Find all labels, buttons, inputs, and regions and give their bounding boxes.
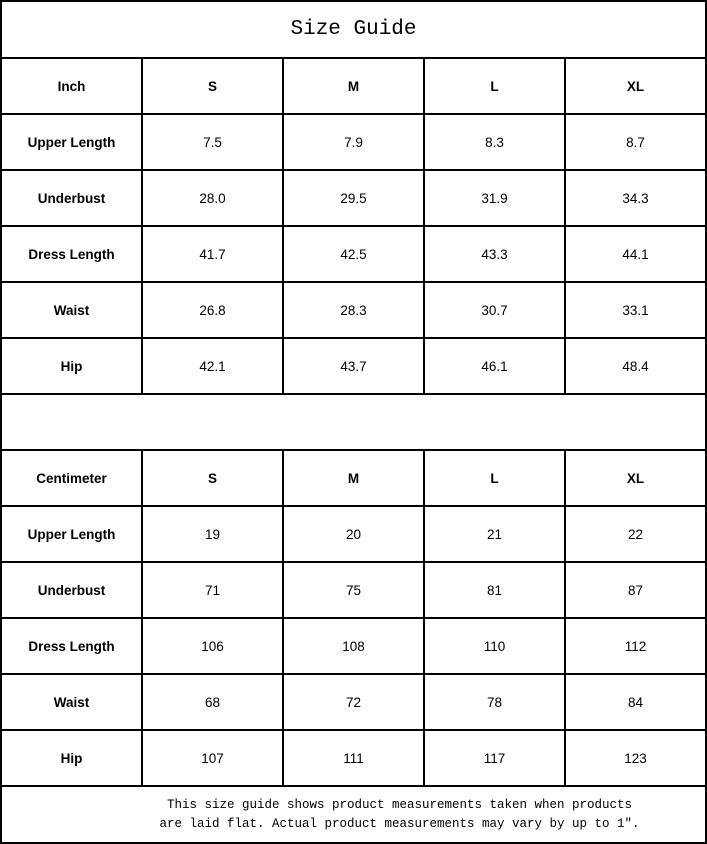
title-row [1,1,706,58]
value-cell: 28.3 [283,282,424,338]
table-row [1,282,706,338]
page-title: Size Guide [1,1,706,58]
value-cell: 78 [424,674,565,730]
table-row [1,562,706,618]
value-cell: 43.3 [424,226,565,282]
footnote-row [1,786,706,843]
value-cell: 112 [565,618,706,674]
inch-size-header-m: M [283,58,424,114]
value-cell: 75 [283,562,424,618]
value-cell: 21 [424,506,565,562]
centimeter-size-header-m: M [283,450,424,506]
value-cell: 19 [142,506,283,562]
row-label-upper-length: Upper Length [1,114,142,170]
row-label-dress-length: Dress Length [1,226,142,282]
inch-size-header-l: L [424,58,565,114]
value-cell: 111 [283,730,424,786]
value-cell: 31.9 [424,170,565,226]
footnote-line: are laid flat. Actual product measurements may vary by up to 1″. [159,816,640,831]
centimeter-header-row [1,450,706,506]
value-cell: 108 [283,618,424,674]
table-row [1,170,706,226]
row-label-upper-length: Upper Length [1,506,142,562]
value-cell: 22 [565,506,706,562]
value-cell: 44.1 [565,226,706,282]
inch-size-header-s: S [142,58,283,114]
table-row [1,618,706,674]
value-cell: 87 [565,562,706,618]
value-cell: 110 [424,618,565,674]
table-row [1,226,706,282]
value-cell: 7.9 [283,114,424,170]
value-cell: 106 [142,618,283,674]
value-cell: 8.3 [424,114,565,170]
value-cell: 41.7 [142,226,283,282]
value-cell: 48.4 [565,338,706,394]
table-row [1,674,706,730]
value-cell: 81 [424,562,565,618]
footnote-cell [1,786,706,843]
inch-size-header-xl: XL [565,58,706,114]
value-cell: 8.7 [565,114,706,170]
value-cell: 28.0 [142,170,283,226]
spacer-row [1,394,706,450]
value-cell: 29.5 [283,170,424,226]
value-cell: 20 [283,506,424,562]
row-label-dress-length: Dress Length [1,618,142,674]
value-cell: 34.3 [565,170,706,226]
value-cell: 68 [142,674,283,730]
value-cell: 30.7 [424,282,565,338]
value-cell: 33.1 [565,282,706,338]
value-cell: 107 [142,730,283,786]
table-row [1,730,706,786]
centimeter-size-header-s: S [142,450,283,506]
value-cell: 42.1 [142,338,283,394]
centimeter-size-header-xl: XL [565,450,706,506]
table-row [1,338,706,394]
centimeter-unit-header: Centimeter [1,450,142,506]
value-cell: 43.7 [283,338,424,394]
table-row [1,506,706,562]
row-label-waist: Waist [1,674,142,730]
inch-header-row [1,58,706,114]
inch-unit-header: Inch [1,58,142,114]
row-label-underbust: Underbust [1,170,142,226]
value-cell: 84 [565,674,706,730]
table-row [1,114,706,170]
value-cell: 71 [142,562,283,618]
value-cell: 117 [424,730,565,786]
centimeter-size-header-l: L [424,450,565,506]
spacer-cell [1,394,706,450]
value-cell: 26.8 [142,282,283,338]
value-cell: 42.5 [283,226,424,282]
value-cell: 123 [565,730,706,786]
footnote [2,796,705,834]
value-cell: 7.5 [142,114,283,170]
value-cell: 72 [283,674,424,730]
row-label-hip: Hip [1,730,142,786]
row-label-hip: Hip [1,338,142,394]
row-label-underbust: Underbust [1,562,142,618]
value-cell: 46.1 [424,338,565,394]
row-label-waist: Waist [1,282,142,338]
footnote-line: This size guide shows product measurements taken when products [166,797,633,812]
